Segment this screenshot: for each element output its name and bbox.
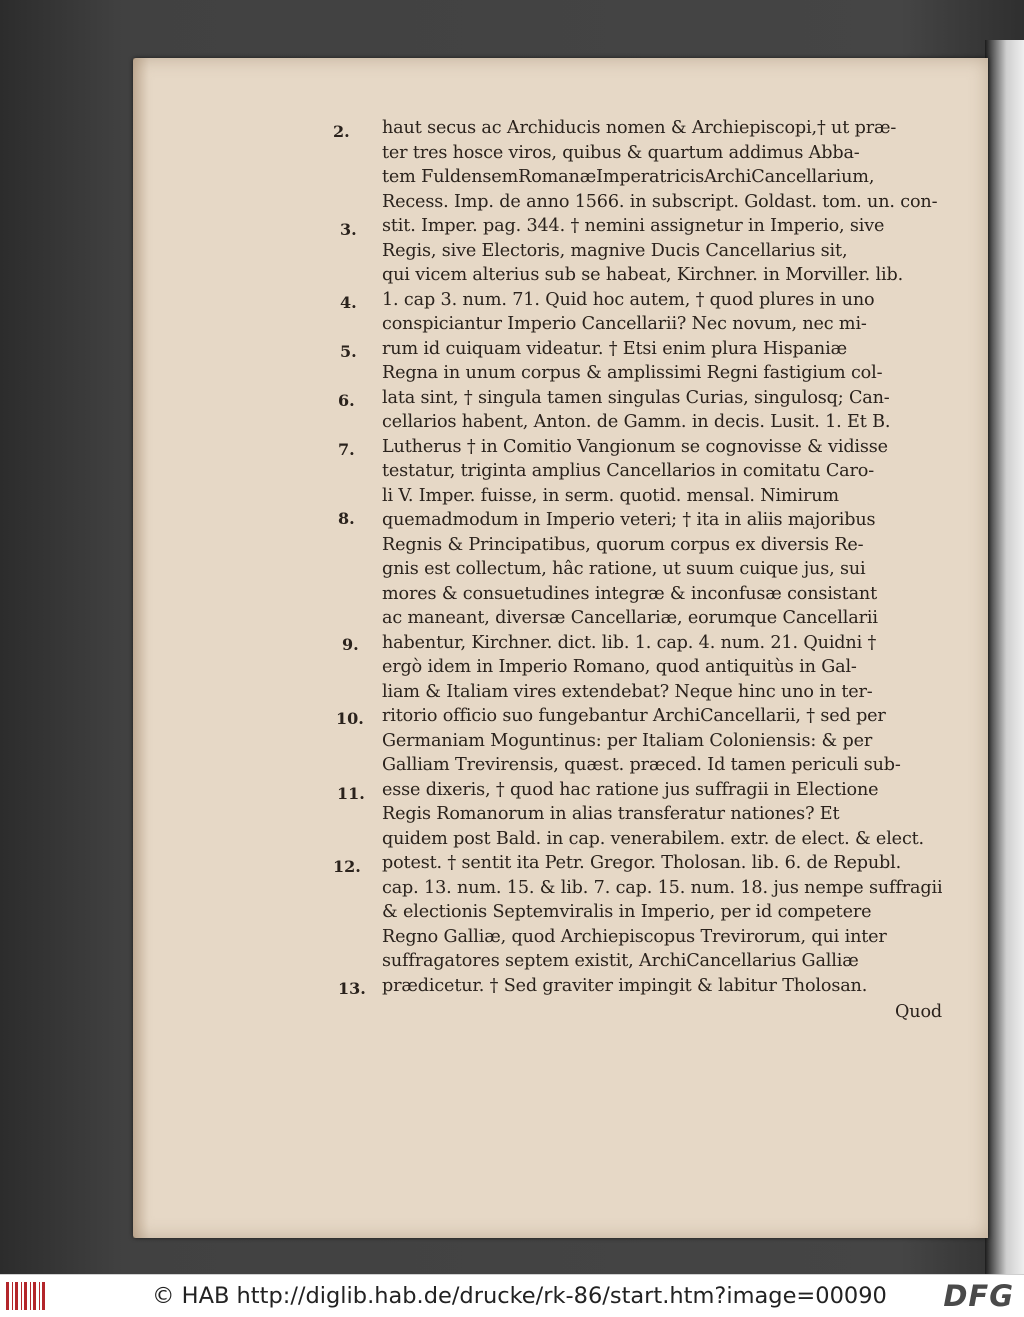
- text-line: liam & Italiam vires extendebat? Neque hinc uno in ter-: [382, 681, 873, 702]
- barcode-icon: [6, 1282, 46, 1310]
- text-line: habentur, Kirchner. dict. lib. 1. cap. 4. num. 21. Quidni †: [382, 632, 877, 653]
- marginal-number: 7.: [338, 440, 355, 459]
- text-line: ter tres hosce viros, quibus & quartum addimus Abba-: [382, 142, 860, 163]
- marginal-number: 3.: [340, 220, 357, 239]
- catchword: Quod: [894, 1002, 942, 1022]
- text-line: Regis, sive Electoris, magnive Ducis Cancellarius sit,: [382, 240, 848, 261]
- marginal-number: 11.: [337, 784, 365, 803]
- text-line: potest. † sentit ita Petr. Gregor. Tholosan. lib. 6. de Republ.: [382, 853, 902, 873]
- text-line: testatur, triginta amplius Cancellarios in comitatu Caro-: [382, 461, 875, 481]
- text-line: Regno Galliæ, quod Archiepiscopus Trevirorum, qui inter: [382, 926, 887, 947]
- text-line: Galliam Trevirensis, quæst. præced. Id tamen periculi sub-: [382, 755, 901, 775]
- text-line: conspiciantur Imperio Cancellarii? Nec novum, nec mi-: [382, 314, 867, 334]
- text-line: cellarios habent, Anton. de Gamm. in decis. Lusit. 1. Et B.: [382, 412, 891, 432]
- text-line: prædicetur. † Sed graviter impingit & labitur Tholosan.: [382, 975, 868, 996]
- marginal-number: 9.: [342, 635, 359, 654]
- text-line: Regnis & Principatibus, quorum corpus ex diversis Re-: [382, 534, 864, 555]
- marginal-number: 8.: [338, 509, 355, 528]
- text-line: quemadmodum in Imperio veteri; † ita in aliis majoribus: [382, 510, 876, 530]
- marginal-number: 2.: [333, 122, 350, 141]
- text-line: ergò idem in Imperio Romano, quod antiquitùs in Gal-: [382, 657, 857, 677]
- text-line: Regna in unum corpus & amplissimi Regni fastigium col-: [382, 363, 883, 383]
- text-line: qui vicem alterius sub se habeat, Kirchner. in Morviller. lib.: [382, 265, 904, 285]
- text-line: li V. Imper. fuisse, in serm. quotid. mensal. Nimirum: [382, 485, 839, 506]
- text-line: 1. cap 3. num. 71. Quid hoc autem, † quod plures in uno: [382, 289, 875, 310]
- viewer-footer: [0, 1274, 1024, 1317]
- marginal-number: 12.: [333, 857, 361, 876]
- text-line: esse dixeris, † quod hac ratione jus suffragii in Electione: [382, 779, 879, 800]
- image-credit-link[interactable]: © HAB http://diglib.hab.de/drucke/rk-86/start.htm?image=00090: [152, 1283, 887, 1309]
- text-line: tem FuldensemRomanæImperatricisArchiCancellarium,: [382, 167, 875, 187]
- text-line: & electionis Septemviralis in Imperio, per id competere: [382, 902, 872, 922]
- dfg-logo: DFG: [943, 1279, 1014, 1313]
- text-line: Recess. Imp. de anno 1566. in subscript. Goldast. tom. un. con-: [382, 191, 938, 212]
- text-line: lata sint, † singula tamen singulas Curias, singulosq; Can-: [382, 387, 890, 408]
- book-edge: [985, 40, 1024, 1274]
- text-line: Germaniam Moguntinus: per Italiam Coloniensis: & per: [382, 730, 873, 751]
- text-line: haut secus ac Archiducis nomen & Archiepiscopi,† ut præ-: [382, 118, 897, 138]
- text-line: rum id cuiquam videatur. † Etsi enim plura Hispaniæ: [382, 338, 847, 359]
- marginal-number: 13.: [338, 979, 366, 998]
- text-line: quidem post Bald. in cap. venerabilem. extr. de elect. & elect.: [382, 828, 925, 849]
- marginal-number: 4.: [340, 293, 357, 312]
- marginal-number: 5.: [340, 342, 357, 361]
- text-line: ac maneant, diversæ Cancellariæ, eorumque Cancellarii: [382, 608, 878, 628]
- text-line: Lutherus † in Comitio Vangionum se cognovisse & vidisse: [382, 436, 888, 457]
- marginal-number: 10.: [336, 709, 364, 728]
- marginal-number: 6.: [338, 391, 355, 410]
- text-line: Regis Romanorum in alias transferatur nationes? Et: [382, 804, 840, 824]
- text-line: mores & consuetudines integræ & inconfusæ consistant: [382, 583, 878, 604]
- text-line: suffragatores septem existit, ArchiCancellarius Galliæ: [382, 951, 859, 971]
- text-line: stit. Imper. pag. 344. † nemini assignetur in Imperio, sive: [382, 216, 885, 236]
- text-line: ritorio officio suo fungebantur ArchiCancellarii, † sed per: [382, 706, 886, 726]
- text-line: gnis est collectum, hâc ratione, ut suum cuique jus, sui: [382, 559, 866, 579]
- text-line: cap. 13. num. 15. & lib. 7. cap. 15. num. 18. jus nempe suffragii: [382, 877, 942, 898]
